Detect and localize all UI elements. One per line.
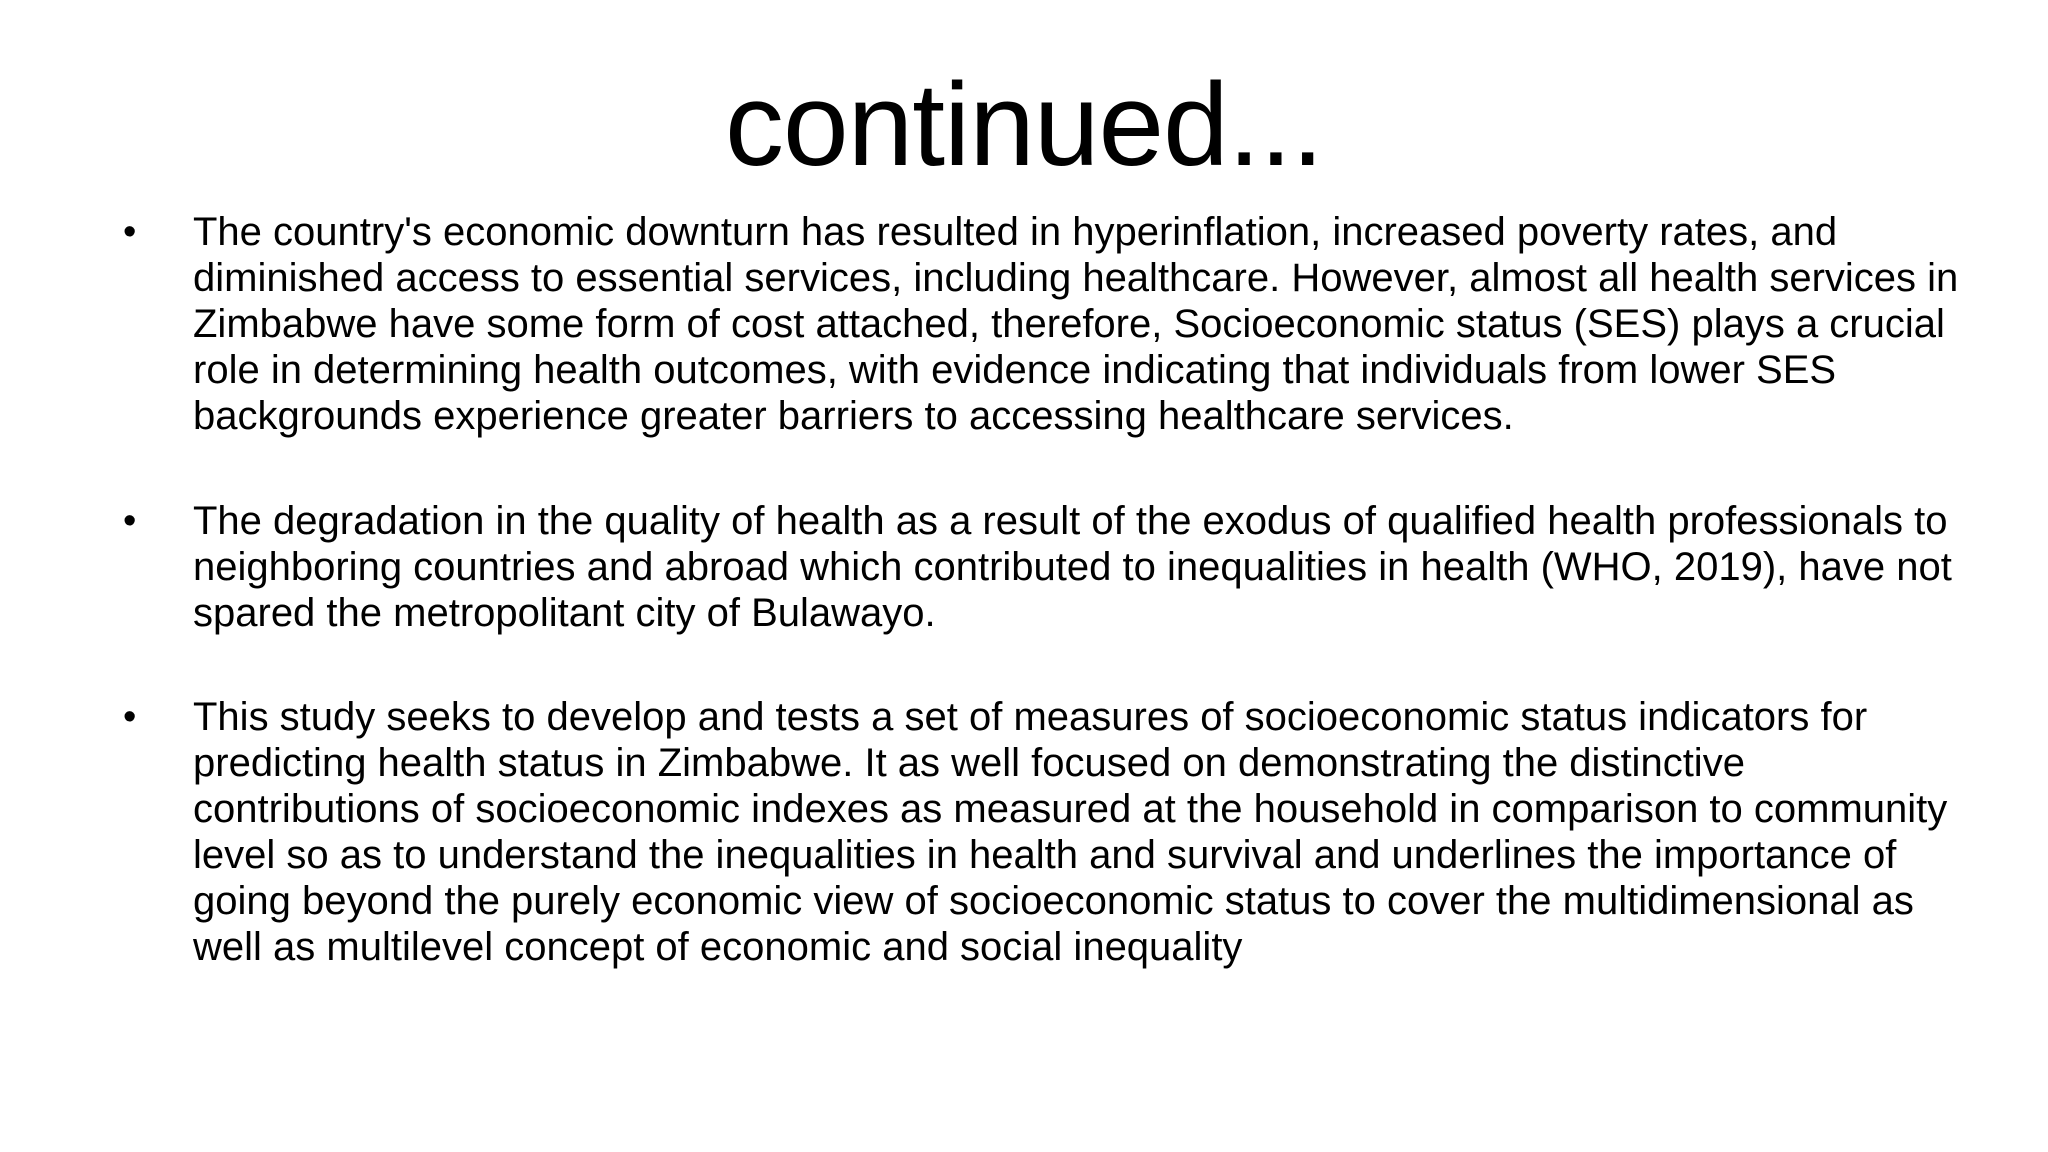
slide-title: continued...	[724, 59, 1324, 191]
bullet-text: This study seeks to develop and tests a set of measures of socioeconomic status indicators for predicting health status in Zimbabwe. It as well focused on demonstrating the distinctive contributions of socioeconomic indexes as measured at the household in comparison to community level so as to understand the inequalities in health and survival and underlines the importance of going beyond the purely economic view of socioeconomic status to cover the multidimensional as well as multilevel concept of economic and social inequality	[193, 695, 1948, 969]
bullet-icon: •	[123, 500, 137, 542]
bullet-icon: •	[123, 211, 137, 253]
bullet-text: The country's economic downturn has resulted in hyperinflation, increased poverty rates, and diminished access to essential services, including healthcare. However, almost all health services in Zimbabwe have some form of cost attached, therefore, Socioeconomic status (SES) plays a crucial role in determining health outcomes, with evidence indicating that individuals from lower SES backgrounds experience greater barriers to accessing healthcare services.	[193, 210, 1959, 438]
bullet-icon: •	[123, 696, 137, 738]
bullet-text: The degradation in the quality of health as a result of the exodus of qualified health professionals to neighboring countries and abroad which contributed to inequalities in health (WHO, 2019), have not spared the metropolitant city of Bulawayo.	[193, 499, 1952, 635]
